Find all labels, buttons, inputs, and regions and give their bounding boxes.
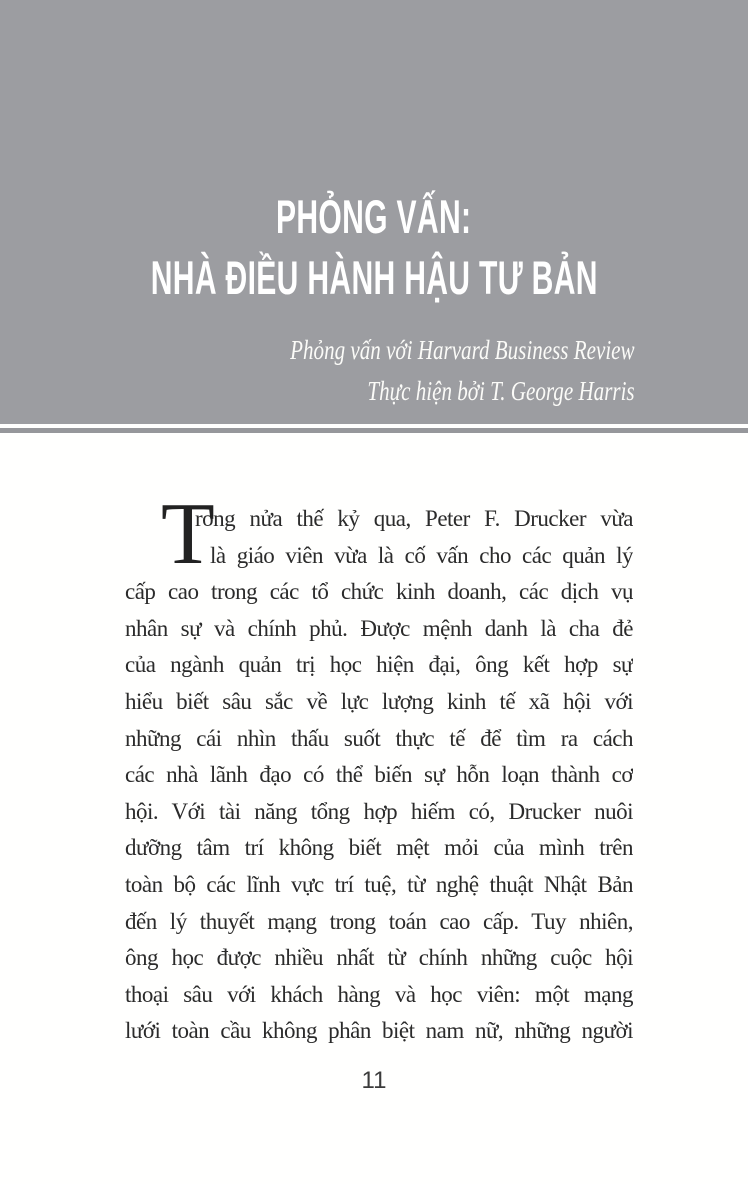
chapter-title-line-1 [0,186,748,247]
subtitle-text-2: Thực hiện bởi T. George Harris [367,376,635,406]
body-line: rong nửa thế kỷ qua, Peter F. Drucker vừa [195,506,633,531]
chapter-title [0,186,748,308]
body-line: nhân sự và chính phủ. Được mệnh danh là cha đẻ [125,615,633,641]
body-line: cấp cao trong các tổ chức kinh doanh, các dịch vụ [125,579,633,605]
subtitle-text-1: Phỏng vấn với Harvard Business Review [290,335,635,365]
body-line: của ngành quản trị học hiện đại, ông kết hợp sự [125,652,633,678]
body-line: các nhà lãnh đạo có thể biến sự hỗn loạn thành cơ [125,762,633,788]
chapter-title-text-2: NHÀ ĐIỀU HÀNH HẬU TƯ BẢN [150,251,598,304]
body-paragraph [125,486,633,1050]
chapter-title-line-2 [0,247,748,308]
page-number: 11 [361,1067,387,1094]
body-line: những cái nhìn thấu suốt thực tế để tìm ra cách [125,725,633,751]
body-line: đến lý thuyết mạng trong toán cao cấp. Tuy nhiên, [125,908,633,934]
body-line: hội. Với tài năng tổng hợp hiếm có, Drucker nuôi [125,798,633,824]
body-line: dưỡng tâm trí không biết mệt mỏi của mình trên [125,835,633,861]
body-line: ông học được nhiều nhất từ chính những cuộc hội [125,945,633,971]
subtitle-line-2 [0,371,635,412]
drop-cap: T [161,486,215,583]
body-line: lưới toàn cầu không phân biệt nam nữ, những người [125,1018,633,1044]
chapter-subtitle [0,330,748,412]
body-line: hiểu biết sâu sắc về lực lượng kinh tế xã hội với [125,688,633,714]
body-line: thoại sâu với khách hàng và học viên: một mạng [125,981,633,1007]
body-line: là giáo viên vừa là cố vấn cho các quản lý [210,542,633,568]
body-line: toàn bộ các lĩnh vực trí tuệ, từ nghệ thuật Nhật Bản [125,871,633,897]
header-divider-rule [0,428,748,433]
chapter-title-text-1: PHỎNG VẤN: [276,190,472,243]
subtitle-line-1 [0,330,635,371]
chapter-header [0,0,748,424]
